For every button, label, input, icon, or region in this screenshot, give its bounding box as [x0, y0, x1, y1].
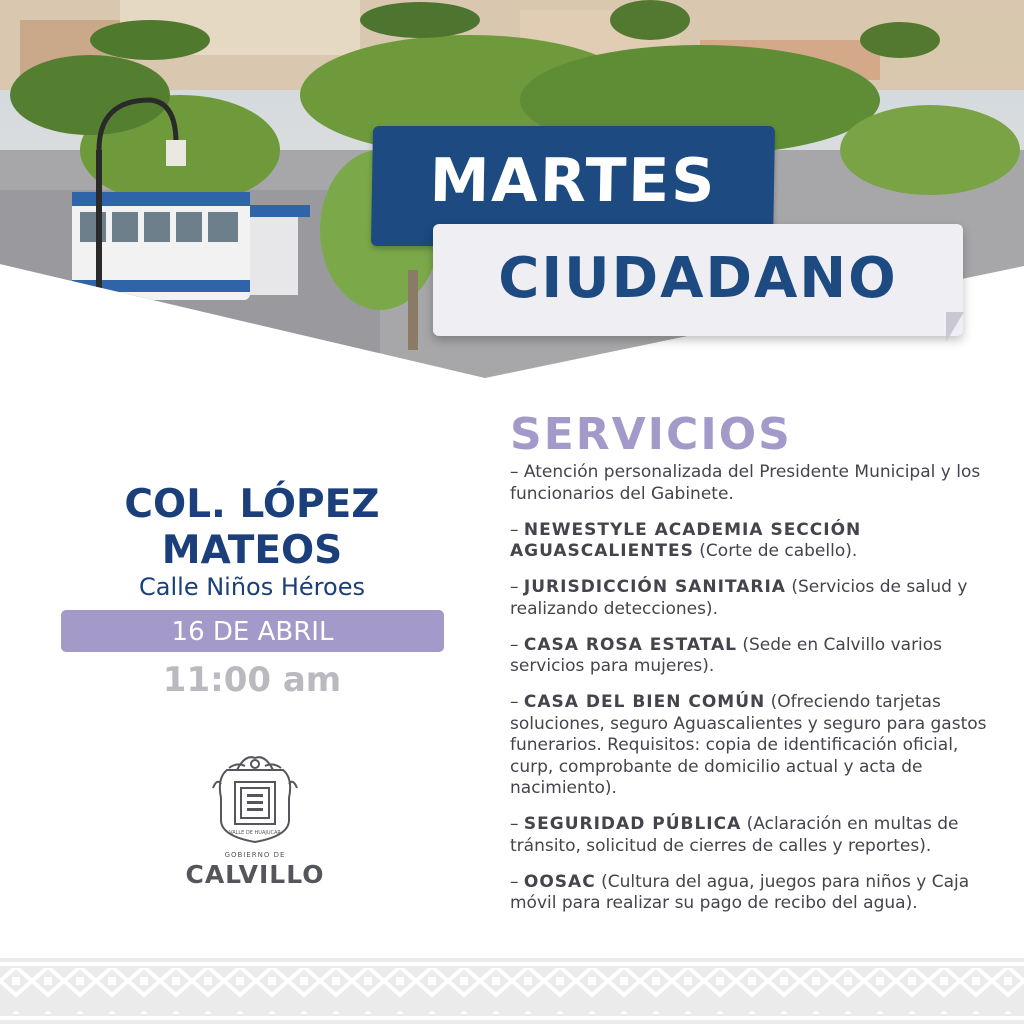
service-description: (Servicios de salud y realizando detecciones). [510, 577, 968, 619]
location-line-1: COL. LÓPEZ [124, 482, 380, 527]
services-list [510, 462, 996, 929]
service-item [510, 462, 996, 505]
logo-name: CALVILLO [185, 860, 325, 889]
logo-caption: GOBIERNO DE [224, 851, 286, 859]
service-description: (Cultura del agua, juegos para niños y Caja móvil para realizar su pago de recibo del agua). [510, 871, 970, 913]
banner-fold-decoration [946, 312, 964, 342]
service-description: Atención personalizada del Presidente Municipal y los funcionarios del Gabinete. [510, 462, 981, 504]
service-prefix: – [510, 462, 524, 482]
service-prefix: – [510, 577, 524, 597]
service-name: JURISDICCIÓN SANITARIA [523, 577, 786, 597]
service-item [510, 635, 996, 678]
title-line-1: MARTES [429, 146, 718, 216]
services-heading: SERVICIOS [510, 409, 792, 460]
service-name: NEWESTYLE ACADEMIA SECCIÓN AGUASCALIENTES [510, 519, 862, 561]
event-time: 11:00 am [162, 660, 342, 700]
service-name: CASA DEL BIEN COMÚN [523, 692, 766, 712]
service-prefix: – [510, 519, 524, 540]
calvillo-coat-of-arms-icon [207, 748, 303, 846]
service-description: (Corte de cabello). [693, 541, 858, 561]
service-description: (Sede en Calvillo varios servicios para mujeres). [510, 634, 943, 676]
service-item [510, 577, 996, 620]
service-prefix: – [510, 634, 524, 655]
event-date-badge: 16 DE ABRIL [61, 610, 444, 652]
service-name: SEGURIDAD PÚBLICA [523, 814, 742, 834]
footer-pattern-band [0, 958, 1024, 1024]
service-name: OOSAC [523, 871, 596, 892]
service-item [510, 692, 996, 800]
service-prefix: – [510, 814, 524, 834]
location-line-2: MATEOS [161, 528, 343, 573]
event-location [60, 482, 444, 574]
service-item [510, 520, 996, 563]
service-item [510, 814, 996, 857]
service-prefix: – [510, 871, 524, 892]
title-line-2: CIUDADANO [498, 246, 898, 311]
event-street: Calle Niños Héroes [139, 573, 365, 601]
title-banner-bottom [433, 224, 963, 336]
service-prefix: – [510, 692, 524, 712]
seal-motto: VALLE DE HUAJUCAR [229, 830, 281, 836]
geometric-pattern-icon [0, 958, 1024, 1024]
service-description: (Ofreciendo tarjetas soluciones, seguro Aguascalientes y seguro para gastos funerarios. Requisitos: copia de identificación oficial, curp, comprobante de domicilio actual y acta de nacimiento). [510, 692, 987, 798]
service-name: CASA ROSA ESTATAL [523, 634, 737, 655]
service-description: (Aclaración en multas de tránsito, solicitud de cierres de calles y reportes). [510, 814, 959, 856]
service-item [510, 872, 996, 915]
